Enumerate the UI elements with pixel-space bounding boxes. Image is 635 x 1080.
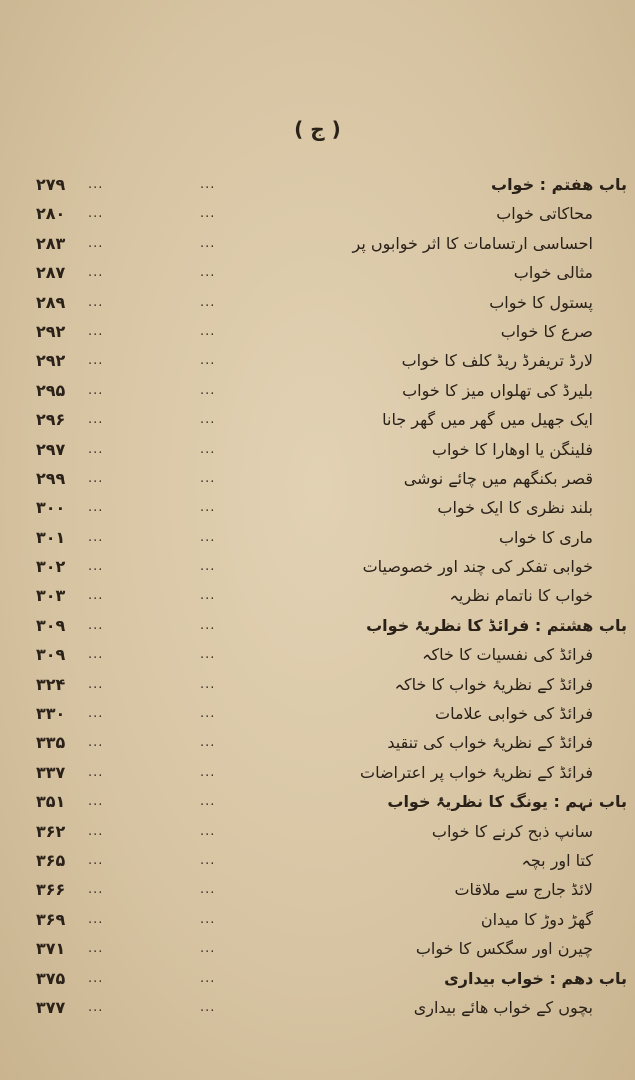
leader-dots-left: ... <box>88 882 104 898</box>
toc-entry-row <box>0 229 635 258</box>
leader-dots-right: ... <box>200 441 216 457</box>
page-number: ۳۰۰ <box>36 498 66 518</box>
toc-entry-row <box>0 317 635 346</box>
leader-dots-left: ... <box>88 794 104 810</box>
leader-dots-right: ... <box>200 911 216 927</box>
leader-dots-left: ... <box>88 852 104 868</box>
page-number: ۳۶۶ <box>36 880 66 900</box>
entry-title: قصر بکنگھم میں چائے نوشی <box>403 468 593 488</box>
leader-dots-right: ... <box>200 970 216 986</box>
toc-entry-row <box>0 699 635 728</box>
leader-dots-right: ... <box>200 823 216 839</box>
toc-entry-row <box>0 846 635 875</box>
entry-title: محاکاتی خواب <box>496 204 593 224</box>
leader-dots-left: ... <box>88 676 104 692</box>
toc-entry-row <box>0 523 635 552</box>
toc-chapter-row <box>0 611 635 640</box>
leader-dots-left: ... <box>88 382 104 398</box>
entry-title: بلند نظری کا ایک خواب <box>437 498 593 518</box>
leader-dots-right: ... <box>200 353 216 369</box>
leader-dots-left: ... <box>88 177 104 192</box>
page-number: ۳۶۹ <box>36 909 66 929</box>
entry-title: مثالی خواب <box>513 263 593 283</box>
entry-title: احساسی ارتسامات کا اثر خوابوں پر <box>352 233 593 253</box>
leader-dots-right: ... <box>200 294 216 310</box>
leader-dots-left: ... <box>88 588 104 604</box>
toc-chapter-row <box>0 964 635 993</box>
entry-title: پستول کا خواب <box>489 292 593 312</box>
toc-entry-row <box>0 288 635 317</box>
leader-dots-right: ... <box>200 177 216 192</box>
page-number: ۳۷۵ <box>36 968 66 988</box>
page-number: ۲۹۹ <box>36 468 66 488</box>
entry-title: خوابی تفکر کی چند اور خصوصیات <box>362 557 593 577</box>
leader-dots-left: ... <box>88 735 104 751</box>
leader-dots-right: ... <box>200 852 216 868</box>
leader-dots-left: ... <box>88 529 104 545</box>
entry-title: فلینگن یا اوھارا کا خواب <box>431 439 593 459</box>
entry-title: بچوں کے خواب ھائے بیداری <box>413 997 593 1017</box>
toc-entry-row <box>0 435 635 464</box>
leader-dots-right: ... <box>200 999 216 1015</box>
entry-title: فرائڈ کے نظریۂ خواب پر اعتراضات <box>360 762 593 782</box>
leader-dots-right: ... <box>200 676 216 692</box>
page-number: ۲۸۳ <box>36 233 66 253</box>
leader-dots-right: ... <box>200 559 216 575</box>
toc-entry-row <box>0 376 635 405</box>
toc-chapter-row <box>0 170 635 199</box>
leader-dots-right: ... <box>200 206 216 222</box>
page-number: ۳۷۷ <box>36 997 66 1017</box>
page-number: ۳۶۲ <box>36 821 66 841</box>
leader-dots-left: ... <box>88 206 104 222</box>
entry-title: لائڈ جارج سے ملاقات <box>454 880 593 900</box>
leader-dots-left: ... <box>88 353 104 369</box>
page-number: ۳۳۷ <box>36 762 66 782</box>
toc-entry-row <box>0 934 635 963</box>
leader-dots-left: ... <box>88 265 104 281</box>
leader-dots-left: ... <box>88 647 104 663</box>
toc-entry-row <box>0 905 635 934</box>
leader-dots-left: ... <box>88 412 104 428</box>
page-number: ۳۷۱ <box>36 939 66 959</box>
entry-title: لارڈ تریفرڈ ریڈ کلف کا خواب <box>401 351 593 371</box>
leader-dots-right: ... <box>200 617 216 633</box>
page-label: ( ج ) <box>294 117 341 141</box>
leader-dots-right: ... <box>200 470 216 486</box>
page-number: ۳۰۹ <box>36 645 66 665</box>
entry-title: بلیرڈ کی تھلواں میز کا خواب <box>402 380 593 400</box>
leader-dots-right: ... <box>200 764 216 780</box>
chapter-title: باب ھفتم : خواب <box>490 175 627 194</box>
leader-dots-left: ... <box>88 706 104 722</box>
entry-title: کتا اور بچہ <box>521 850 593 870</box>
page-number: ۳۳۵ <box>36 733 66 753</box>
page-number: ۳۰۹ <box>36 615 66 635</box>
leader-dots-left: ... <box>88 294 104 310</box>
leader-dots-right: ... <box>200 647 216 663</box>
leader-dots-right: ... <box>200 235 216 251</box>
leader-dots-left: ... <box>88 823 104 839</box>
leader-dots-right: ... <box>200 500 216 516</box>
page-number: ۲۹۷ <box>36 439 66 459</box>
leader-dots-left: ... <box>88 470 104 486</box>
page-number: ۳۶۵ <box>36 850 66 870</box>
entry-title: فرائڈ کے نظریۂ خواب کی تنقید <box>387 733 593 753</box>
leader-dots-left: ... <box>88 970 104 986</box>
toc-entry-row <box>0 464 635 493</box>
leader-dots-right: ... <box>200 706 216 722</box>
leader-dots-right: ... <box>200 941 216 957</box>
page-number: ۳۰۱ <box>36 527 66 547</box>
leader-dots-right: ... <box>200 735 216 751</box>
page-number: ۳۲۴ <box>36 674 66 694</box>
page-number: ۲۹۵ <box>36 380 66 400</box>
toc-entry-row <box>0 670 635 699</box>
leader-dots-right: ... <box>200 412 216 428</box>
entry-title: ماری کا خواب <box>498 527 593 547</box>
leader-dots-left: ... <box>88 323 104 339</box>
page-number: ۲۸۷ <box>36 263 66 283</box>
toc-entry-row <box>0 346 635 375</box>
chapter-title: باب ھشتم : فرائڈ کا نظریۂ خواب <box>366 615 627 635</box>
leader-dots-left: ... <box>88 441 104 457</box>
entry-title: گھڑ دوڑ کا میدان <box>480 909 593 929</box>
leader-dots-left: ... <box>88 764 104 780</box>
entry-title: خواب کا ناتمام نظریہ <box>449 586 593 606</box>
leader-dots-right: ... <box>200 588 216 604</box>
toc-entry-row <box>0 581 635 610</box>
page-number: ۲۹۶ <box>36 410 66 430</box>
toc-entry-row <box>0 758 635 787</box>
table-of-contents <box>0 170 635 1022</box>
leader-dots-right: ... <box>200 382 216 398</box>
leader-dots-right: ... <box>200 265 216 281</box>
page-number: ۲۷۹ <box>36 175 66 194</box>
toc-entry-row <box>0 405 635 434</box>
page-number: ۳۰۳ <box>36 586 66 606</box>
chapter-title: باب دھم : خواب بیداری <box>444 968 627 988</box>
entry-title: فرائڈ کے نظریۂ خواب کا خاکہ <box>394 674 593 694</box>
toc-entry-row <box>0 728 635 757</box>
toc-entry-row <box>0 258 635 287</box>
leader-dots-right: ... <box>200 323 216 339</box>
entry-title: فرائڈ کی خوابی علامات <box>435 704 593 724</box>
page-number: ۲۹۲ <box>36 351 66 371</box>
toc-entry-row <box>0 993 635 1022</box>
entry-title: صرع کا خواب <box>500 321 593 341</box>
page-number: ۳۳۰ <box>36 704 66 724</box>
toc-entry-row <box>0 493 635 522</box>
toc-entry-row <box>0 817 635 846</box>
leader-dots-left: ... <box>88 617 104 633</box>
entry-title: سانپ ذبح کرنے کا خواب <box>431 821 593 841</box>
leader-dots-left: ... <box>88 500 104 516</box>
entry-title: فرائڈ کی نفسیات کا خاکہ <box>422 645 593 665</box>
toc-entry-row <box>0 552 635 581</box>
leader-dots-right: ... <box>200 794 216 810</box>
leader-dots-left: ... <box>88 999 104 1015</box>
leader-dots-right: ... <box>200 882 216 898</box>
entry-title: ایک جھیل میں گھر میں گھر جانا <box>382 410 593 430</box>
leader-dots-left: ... <box>88 941 104 957</box>
toc-chapter-row <box>0 787 635 816</box>
entry-title: چیرن اور سگکس کا خواب <box>415 939 593 959</box>
page-number: ۳۰۲ <box>36 557 66 577</box>
page-number: ۲۹۲ <box>36 321 66 341</box>
leader-dots-left: ... <box>88 559 104 575</box>
toc-entry-row <box>0 875 635 904</box>
toc-entry-row <box>0 199 635 228</box>
toc-entry-row <box>0 640 635 669</box>
chapter-title: باب نہم : یونگ کا نظریۂ خواب <box>387 792 627 812</box>
leader-dots-left: ... <box>88 235 104 251</box>
page-number: ۲۸۹ <box>36 292 66 312</box>
leader-dots-left: ... <box>88 911 104 927</box>
leader-dots-right: ... <box>200 529 216 545</box>
page-number: ۲۸۰ <box>36 204 66 224</box>
page-number: ۳۵۱ <box>36 792 66 812</box>
